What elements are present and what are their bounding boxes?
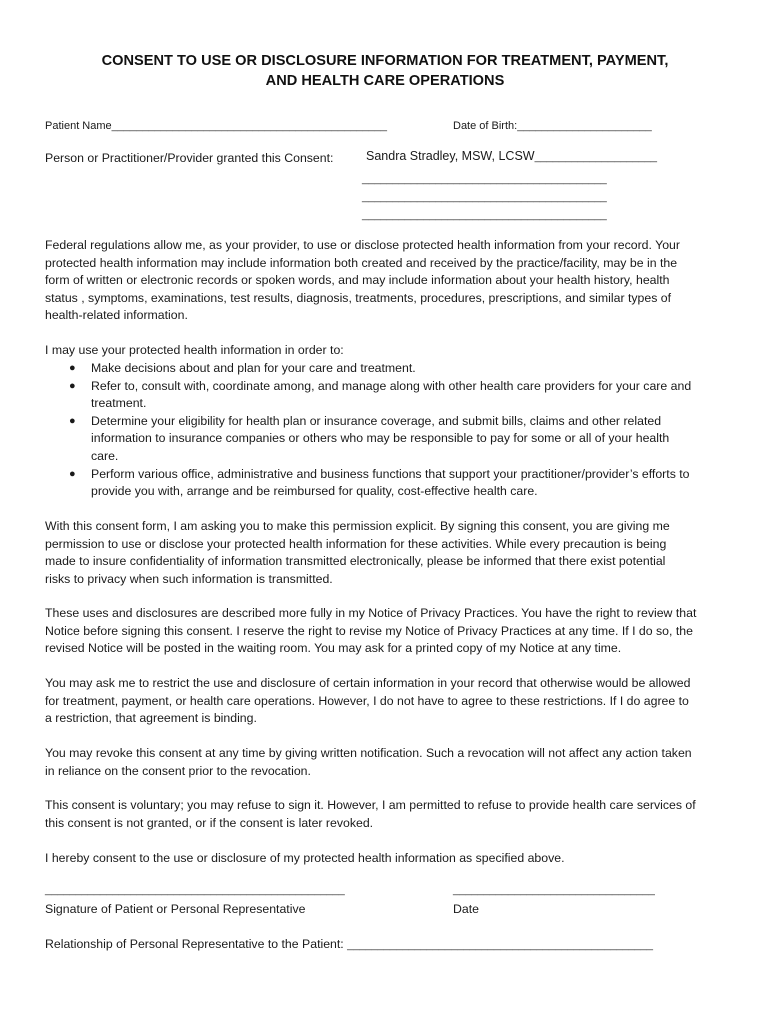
text-line: a restriction, that agreement is binding. (45, 711, 257, 726)
text-line: Make decisions about and plan for your care and treatment. (91, 361, 416, 375)
provider-value-line[interactable]: ____________________ (534, 151, 657, 163)
document-title (40, 51, 730, 91)
text-line: care. (91, 448, 119, 463)
bullet-item (45, 378, 745, 413)
text-line: information to insurance companies or others who may be responsible to pay for some or all of your health (91, 431, 670, 446)
bullet-dot-icon: ● (69, 414, 76, 427)
provider-blank-line-2[interactable]: ________________________________________ (362, 191, 607, 203)
relationship-field[interactable] (45, 937, 653, 951)
date-of-birth-label: Date of Birth: (453, 120, 518, 132)
text-line: Notice before signing this consent. I reserve the right to revise my Notice of Privacy Practices at any time. If I do so, the (45, 623, 693, 638)
text-line: this consent is not granted, or if the consent is later revoked. (45, 815, 374, 830)
explicit-permission-paragraph (45, 518, 735, 588)
provider-field[interactable] (362, 147, 657, 165)
relationship-line[interactable]: __________________________________________________ (347, 939, 654, 951)
restriction-paragraph (45, 675, 735, 728)
text-line: I may use your protected health information in order to: (45, 343, 344, 357)
intro-paragraph (45, 237, 735, 325)
date-of-birth-line[interactable]: ______________________ (517, 120, 652, 132)
patient-name-line[interactable]: _____________________________________________ (111, 120, 387, 132)
signature-label: Signature of Patient or Personal Representative (45, 902, 306, 916)
text-line: You may revoke this consent at any time by giving written notification. Such a revocation will not affect any action taken (45, 746, 692, 760)
voluntary-paragraph (45, 797, 735, 832)
privacy-notice-paragraph (45, 605, 735, 658)
text-line: provide you with, arrange and be reimbursed for quality, cost-effective health care. (91, 484, 538, 499)
provider-value: Sandra Stradley, MSW, LCSW (366, 149, 535, 163)
uses-bullet-list (45, 360, 745, 501)
text-line: I hereby consent to the use or disclosure of my protected health information as specified above. (45, 851, 565, 865)
text-line: Perform various office, administrative and business functions that support your practitioner/provider’s efforts to (91, 466, 690, 481)
consent-statement (45, 850, 735, 868)
revocation-paragraph (45, 745, 735, 780)
text-line: These uses and disclosures are described more fully in my Notice of Privacy Practices. You have the right to review that (45, 606, 697, 620)
provider-blank-line-1[interactable]: ________________________________________ (362, 173, 607, 185)
text-line: This consent is voluntary; you may refuse to sign it. However, I am permitted to refuse to provide health care services of (45, 798, 696, 812)
text-line: With this consent form, I am asking you to make this permission explicit. By signing this consent, you are giving me (45, 519, 670, 533)
text-line: treatment. (91, 396, 147, 411)
text-line: protected health information may include information both created and received by the practice/facility, may be in the (45, 255, 678, 270)
date-of-birth-field[interactable] (453, 120, 652, 132)
text-line: Federal regulations allow me, as your provider, to use or disclose protected health information from your record. Your (45, 238, 680, 252)
text-line: status , symptoms, examinations, test results, diagnosis, treatments, procedures, prescriptions, and similar types of (45, 290, 672, 305)
patient-name-label: Patient Name (45, 120, 112, 132)
text-line: made to insure confidentiality of information transmitted electronically, please be informed that there exist potential (45, 554, 666, 569)
bullet-dot-icon: ● (69, 362, 76, 374)
bullet-item (45, 466, 745, 501)
text-line: in reliance on the consent prior to the revocation. (45, 763, 311, 778)
text-line: form of written or electronic records or spoken words, and may include information about your health history, health (45, 273, 670, 288)
bullet-dot-icon: ● (69, 467, 76, 480)
patient-name-field[interactable] (45, 120, 387, 132)
title-line-2: AND HEALTH CARE OPERATIONS (265, 73, 505, 89)
uses-heading (45, 342, 735, 360)
bullet-dot-icon: ● (69, 379, 76, 392)
provider-label: Person or Practitioner/Provider granted this Consent: (45, 151, 334, 165)
date-label: Date (453, 902, 479, 916)
provider-blank-line-3[interactable]: ________________________________________ (362, 209, 607, 221)
text-line: for treatment, payment, or health care operations. However, I do not have to agree to these restrictions. If I do agree to (45, 693, 689, 708)
signature-line[interactable]: _________________________________________________ (45, 884, 345, 896)
text-line: Refer to, consult with, coordinate among, and manage along with other health care providers for your care and (91, 378, 692, 393)
text-line: risks to privacy when such information is transmitted. (45, 571, 333, 586)
title-line-1: CONSENT TO USE OR DISCLOSURE INFORMATION FOR TREATMENT, PAYMENT, (101, 53, 669, 69)
text-line: Determine your eligibility for health plan or insurance coverage, and submit bills, claims and other related (91, 413, 662, 428)
text-line: revised Notice will be posted in the waiting room. You may ask for a printed copy of my Notice at any time. (45, 641, 622, 656)
signature-date-line[interactable]: _________________________________ (453, 884, 655, 896)
text-line: permission to use or disclose your protected health information for these activities. While every precaution is being (45, 536, 667, 551)
bullet-item (45, 360, 745, 378)
text-line: You may ask me to restrict the use and disclosure of certain information in your record that otherwise would be allowed (45, 676, 691, 690)
text-line: health-related information. (45, 308, 188, 323)
bullet-item (45, 413, 745, 466)
relationship-label: Relationship of Personal Representative to the Patient: (45, 937, 344, 951)
